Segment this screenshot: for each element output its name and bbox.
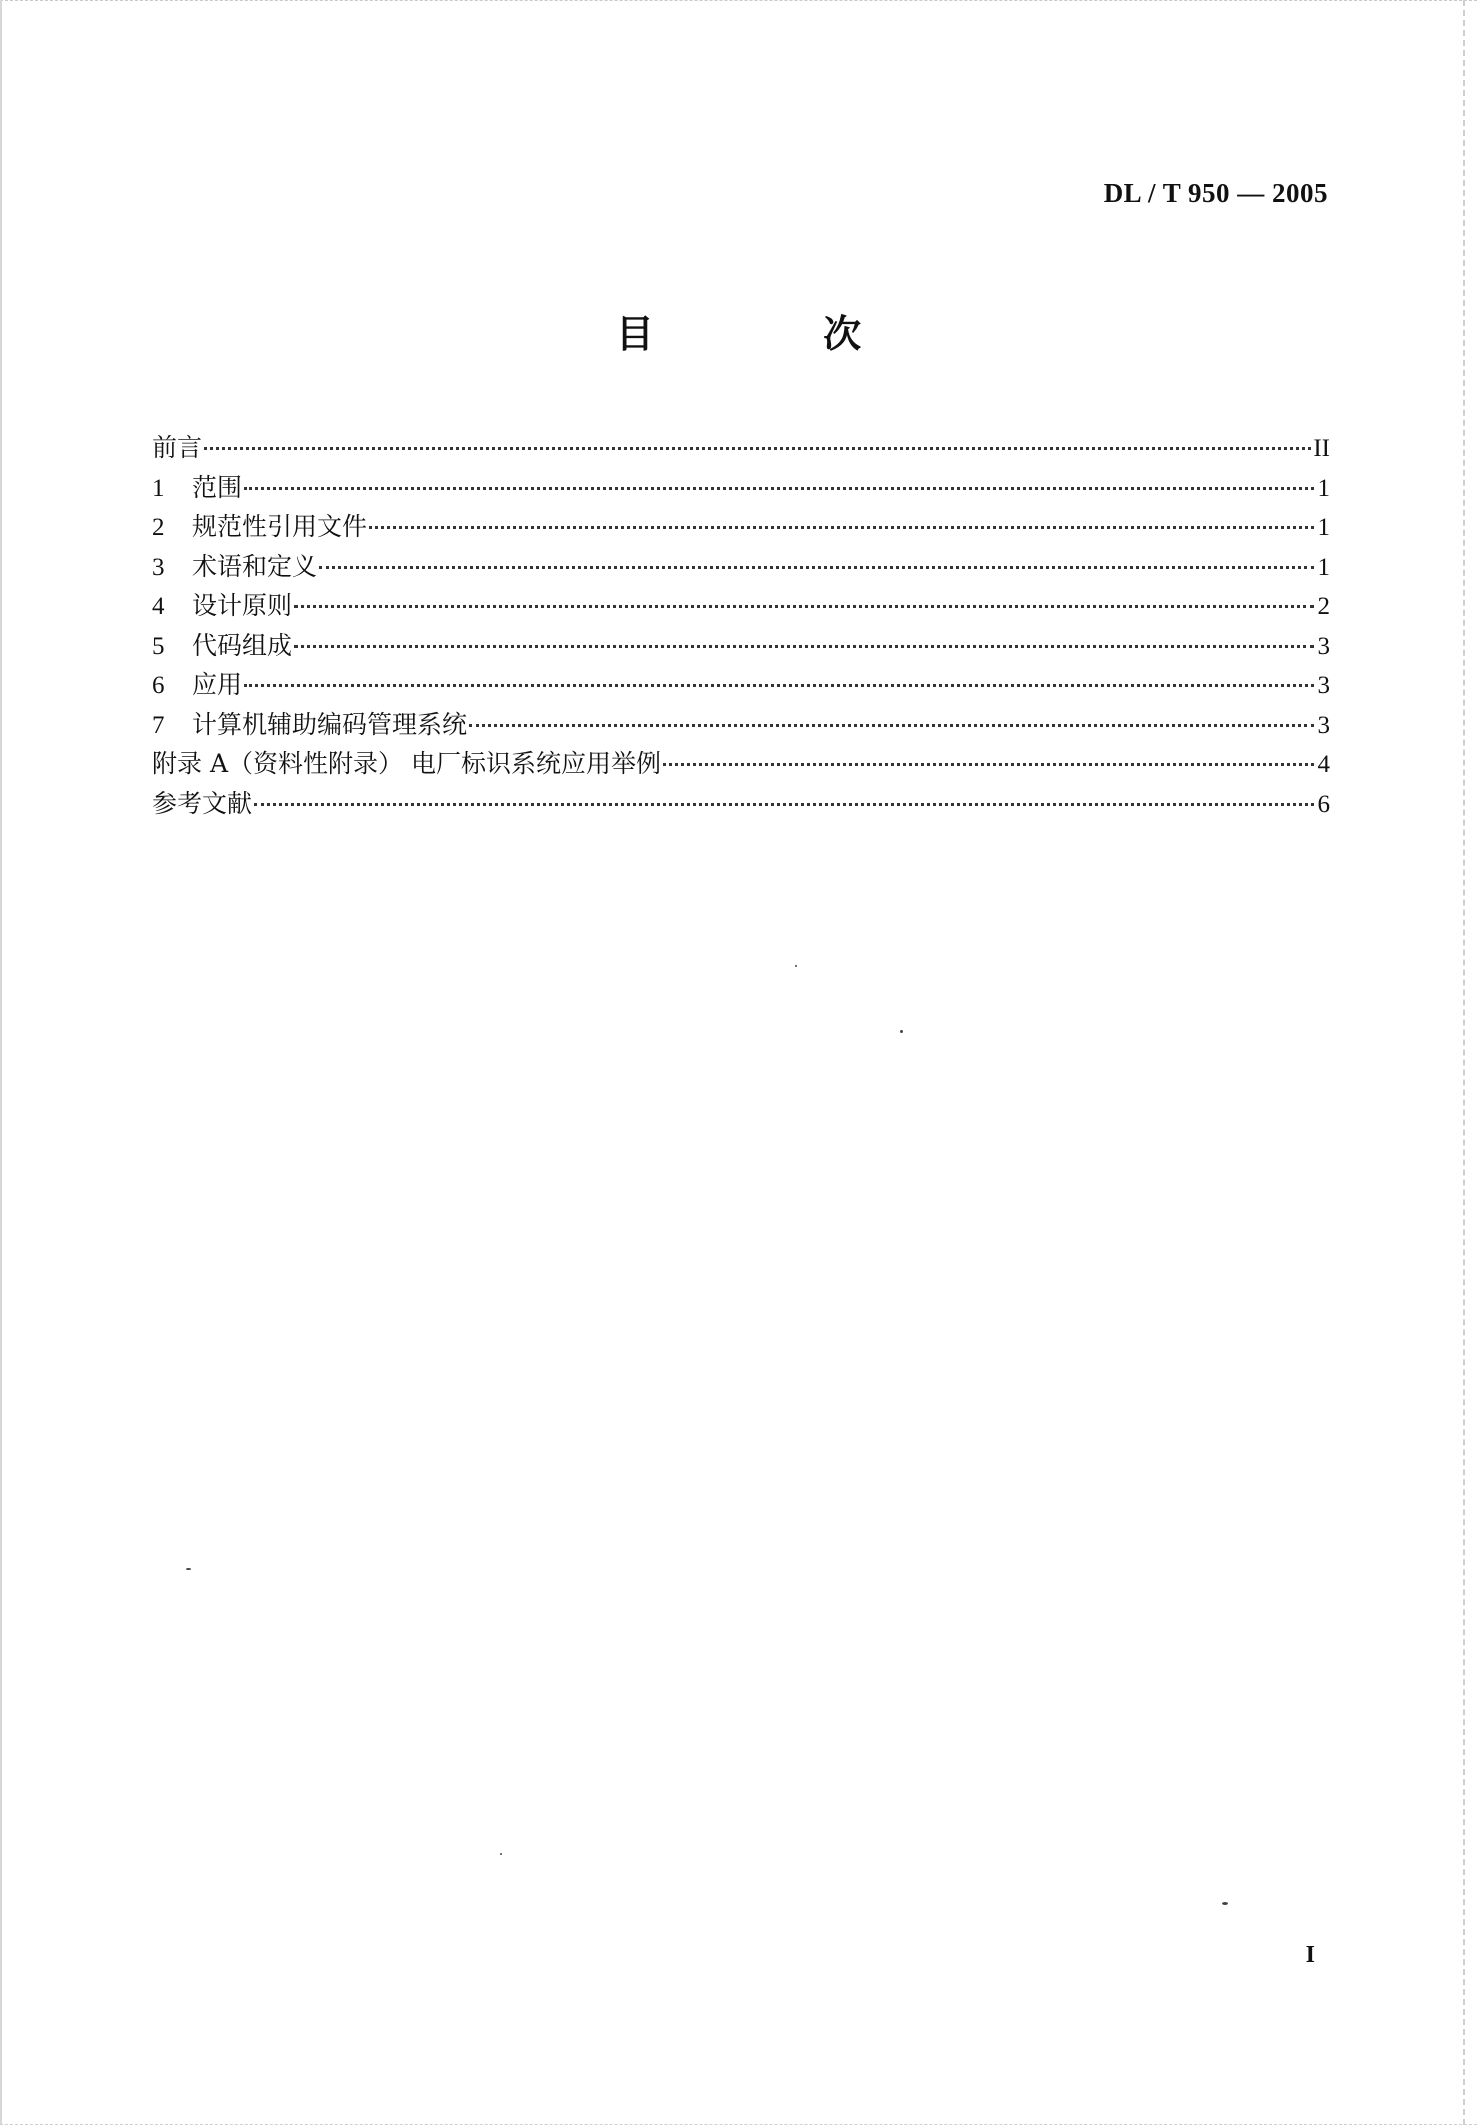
page-number: I [1305, 1942, 1315, 1968]
page-title: 目 次 [615, 312, 940, 356]
toc-leader-dots [663, 763, 1314, 766]
toc-entry-page: 3 [1317, 632, 1330, 660]
toc-entry-6[interactable] [152, 665, 1330, 705]
toc-leader-dots [369, 526, 1314, 529]
toc-leader-dots [469, 724, 1314, 727]
toc-entry-appendix-a[interactable] [152, 744, 1330, 784]
toc-entry-label: 应用 [192, 670, 243, 699]
scan-speck [900, 1030, 903, 1033]
toc-entry-number: 6 [152, 672, 165, 699]
toc-entry-label: 前言 [152, 433, 203, 462]
toc-entry-number: 3 [152, 553, 165, 581]
table-of-contents [152, 428, 1330, 823]
toc-leader-dots [204, 447, 1311, 450]
toc-entry-5[interactable] [152, 626, 1330, 666]
toc-entry-label: 规范性引用文件 [192, 512, 368, 541]
toc-leader-dots [319, 566, 1314, 569]
toc-entry-page: 1 [1317, 514, 1330, 541]
toc-entry-page: 3 [1317, 711, 1330, 739]
toc-entry-label: 术语和定义 [192, 551, 318, 581]
toc-entry-number: 7 [152, 711, 165, 739]
toc-entry-page: II [1313, 435, 1330, 462]
toc-entry-number: 4 [152, 593, 165, 620]
toc-leader-dots [244, 487, 1314, 490]
toc-entry-2[interactable] [152, 507, 1330, 547]
toc-entry-7[interactable] [152, 705, 1330, 745]
toc-entry-page: 1 [1317, 474, 1330, 502]
scan-speck [1222, 1902, 1228, 1905]
toc-entry-page: 4 [1317, 751, 1330, 778]
toc-entry-references[interactable] [152, 784, 1330, 824]
toc-leader-dots [294, 605, 1314, 608]
scan-speck [500, 1853, 502, 1855]
scan-speck [186, 1568, 191, 1570]
standard-code: DL / T 950 — 2005 [1103, 178, 1328, 208]
toc-leader-dots [254, 803, 1314, 806]
scan-speck [795, 965, 797, 967]
toc-entry-label: 范围 [192, 472, 243, 502]
toc-entry-1[interactable] [152, 468, 1330, 508]
toc-entry-number: 2 [152, 514, 165, 541]
toc-entry-label: 代码组成 [192, 630, 293, 660]
toc-entry-number: 5 [152, 632, 165, 660]
toc-entry-4[interactable] [152, 586, 1330, 626]
toc-leader-dots [244, 684, 1314, 687]
toc-entry-page: 6 [1317, 790, 1330, 818]
toc-entry-label: 附录 A（资料性附录） 电厂标识系统应用举例 [152, 749, 661, 778]
toc-entry-label: 参考文献 [152, 788, 253, 818]
toc-entry-3[interactable] [152, 547, 1330, 587]
toc-entry-label: 计算机辅助编码管理系统 [192, 709, 468, 739]
scan-edge-top [0, 0, 1477, 3]
toc-entry-number: 1 [152, 474, 165, 502]
toc-leader-dots [294, 645, 1314, 648]
toc-entry-label: 设计原则 [192, 591, 293, 620]
toc-entry-foreword[interactable] [152, 428, 1330, 468]
toc-entry-page: 2 [1317, 593, 1330, 620]
toc-entry-page: 3 [1317, 672, 1330, 699]
toc-entry-page: 1 [1317, 553, 1330, 581]
